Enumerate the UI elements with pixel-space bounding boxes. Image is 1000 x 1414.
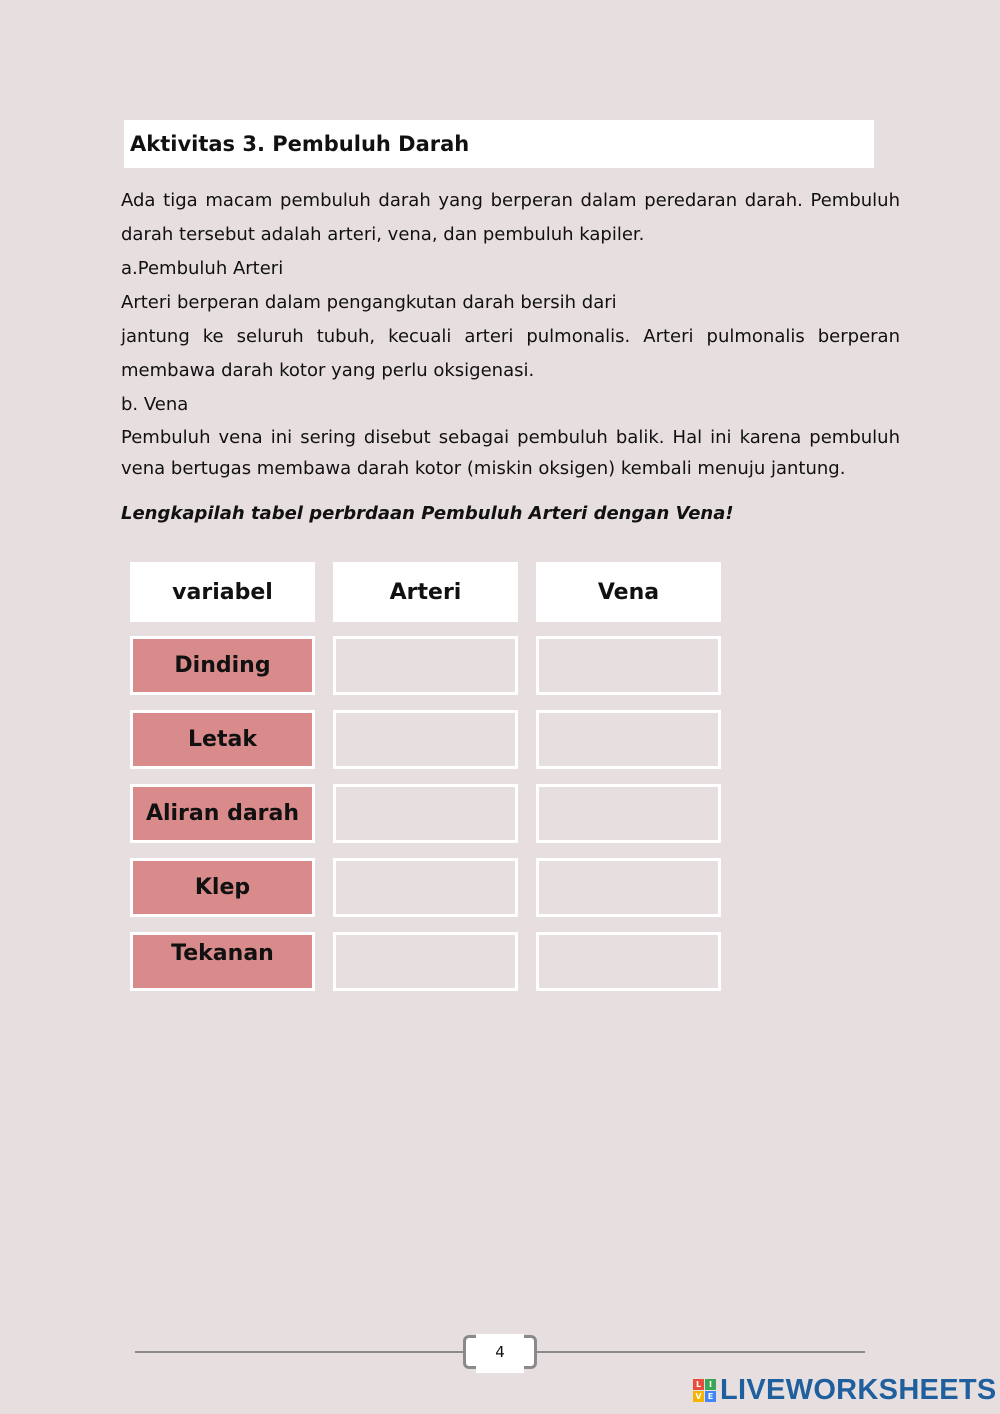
answer-letak-vena[interactable] bbox=[536, 710, 721, 769]
logo-letter: L bbox=[693, 1379, 704, 1390]
body-text bbox=[121, 184, 900, 484]
answer-input[interactable] bbox=[539, 713, 718, 766]
row-label-letak: Letak bbox=[130, 710, 315, 769]
instruction-text: Lengkapilah tabel perbrdaan Pembuluh Arteri dengan Vena! bbox=[121, 503, 734, 524]
logo-text: LIVEWORKSHEETS bbox=[720, 1373, 997, 1406]
answer-letak-arteri[interactable] bbox=[333, 710, 518, 769]
vena-line-1: Pembuluh vena ini sering disebut sebagai pembuluh balik. Hal ini karena pembuluh bbox=[121, 427, 900, 448]
answer-klep-vena[interactable] bbox=[536, 858, 721, 917]
answer-input[interactable] bbox=[539, 787, 718, 840]
page-number: 4 bbox=[495, 1343, 505, 1361]
answer-input[interactable] bbox=[336, 639, 515, 692]
header-arteri: Arteri bbox=[333, 562, 518, 622]
vena-heading: b. Vena bbox=[121, 394, 189, 415]
row-label-dinding: Dinding bbox=[130, 636, 315, 695]
answer-input[interactable] bbox=[539, 861, 718, 914]
answer-input[interactable] bbox=[336, 787, 515, 840]
liveworksheets-logo[interactable] bbox=[693, 1374, 997, 1406]
footer-rule-left bbox=[135, 1351, 465, 1353]
answer-input[interactable] bbox=[539, 639, 718, 692]
arteri-line-2: jantung ke seluruh tubuh, kecuali arteri pulmonalis. Arteri pulmonalis berperan bbox=[121, 326, 900, 347]
row-label-aliran-darah: Aliran darah bbox=[130, 784, 315, 843]
answer-input[interactable] bbox=[539, 935, 718, 988]
arteri-heading: a.Pembuluh Arteri bbox=[121, 258, 284, 279]
row-label-klep: Klep bbox=[130, 858, 315, 917]
answer-input[interactable] bbox=[336, 861, 515, 914]
page-number-box bbox=[463, 1335, 537, 1369]
arteri-line-1: Arteri berperan dalam pengangkutan darah bersih dari bbox=[121, 292, 617, 313]
answer-input[interactable] bbox=[336, 713, 515, 766]
logo-icon bbox=[693, 1379, 716, 1402]
answer-tekanan-vena[interactable] bbox=[536, 932, 721, 991]
logo-letter: V bbox=[693, 1391, 704, 1402]
answer-klep-arteri[interactable] bbox=[333, 858, 518, 917]
footer-rule-right bbox=[535, 1351, 865, 1353]
answer-aliran-vena[interactable] bbox=[536, 784, 721, 843]
arteri-line-3: membawa darah kotor yang perlu oksigenasi. bbox=[121, 360, 535, 381]
answer-input[interactable] bbox=[336, 935, 515, 988]
vena-line-2: vena bertugas membawa darah kotor (miskin oksigen) kembali menuju jantung. bbox=[121, 458, 846, 479]
intro-line-2: darah tersebut adalah arteri, vena, dan pembuluh kapiler. bbox=[121, 224, 645, 245]
header-variabel: variabel bbox=[130, 562, 315, 622]
answer-dinding-arteri[interactable] bbox=[333, 636, 518, 695]
answer-tekanan-arteri[interactable] bbox=[333, 932, 518, 991]
intro-line-1: Ada tiga macam pembuluh darah yang berperan dalam peredaran darah. Pembuluh bbox=[121, 190, 900, 211]
activity-title: Aktivitas 3. Pembuluh Darah bbox=[124, 120, 874, 168]
answer-dinding-vena[interactable] bbox=[536, 636, 721, 695]
header-vena: Vena bbox=[536, 562, 721, 622]
row-label-tekanan: Tekanan bbox=[130, 932, 315, 991]
answer-aliran-arteri[interactable] bbox=[333, 784, 518, 843]
logo-letter: E bbox=[705, 1391, 716, 1402]
logo-letter: I bbox=[705, 1379, 716, 1390]
